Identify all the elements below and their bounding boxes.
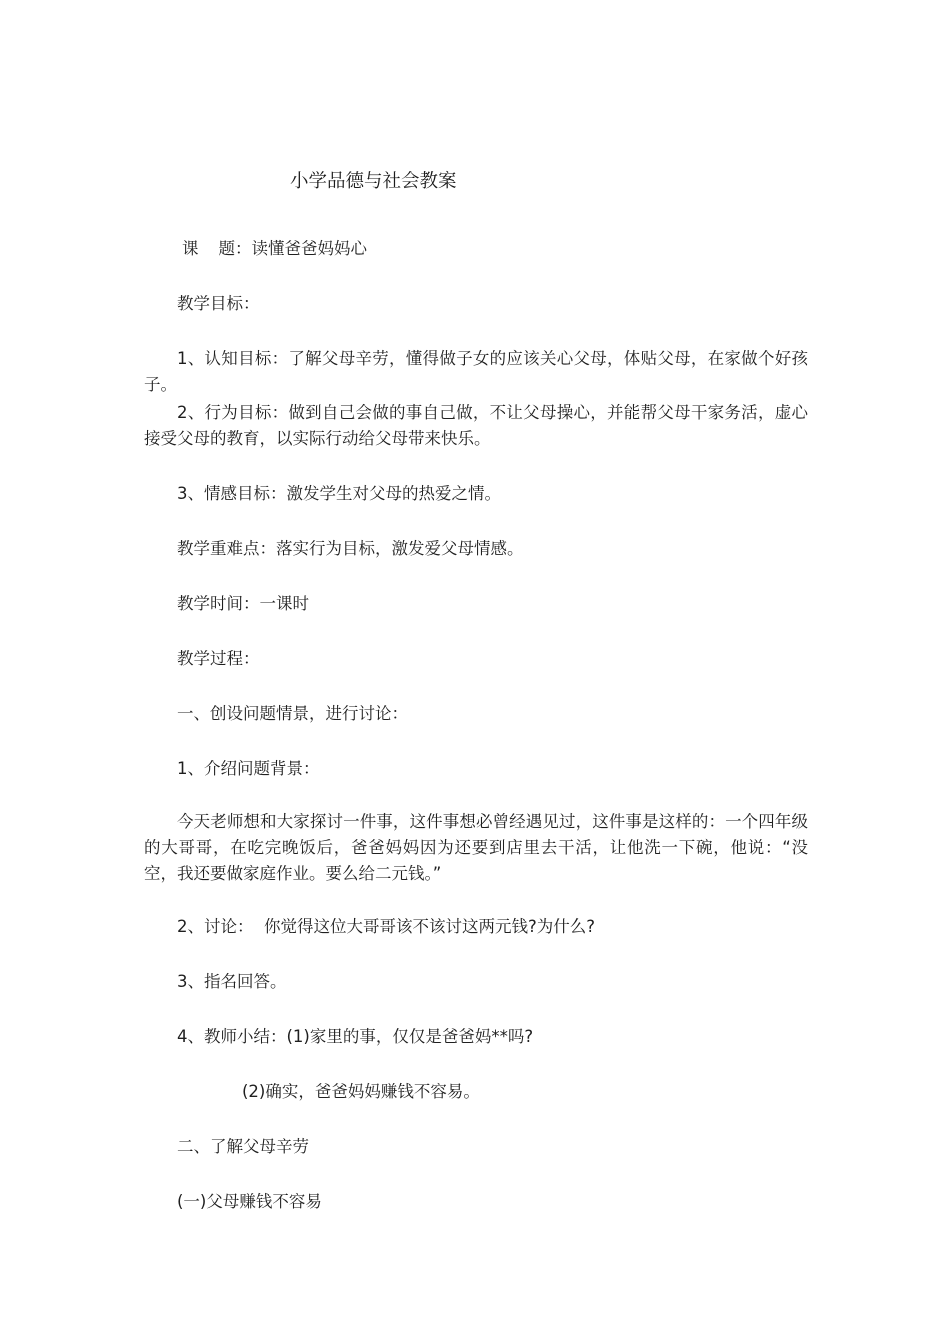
- sub-section-one: (一)父母赚钱不容易: [177, 1192, 322, 1211]
- item-three: 3、指名回答。: [177, 972, 287, 991]
- item-four-summary: 4、教师小结：(1)家里的事，仅仅是爸爸妈**吗?: [177, 1027, 534, 1046]
- objective-emotion: 3、情感目标：激发学生对父母的热爱之情。: [177, 484, 501, 503]
- item-two-discussion: 2、讨论： 你觉得这位大哥哥该不该讨这两元钱?为什么?: [177, 917, 596, 936]
- subject-line: [182, 236, 367, 262]
- item-four-sub: (2)确实，爸爸妈妈赚钱不容易。: [242, 1082, 480, 1101]
- process-heading: 教学过程：: [177, 649, 260, 668]
- subject-text: 题：读懂爸爸妈妈心: [218, 239, 367, 258]
- teaching-time: 教学时间：一课时: [177, 594, 309, 613]
- document-title: 小学品德与社会教案: [290, 171, 457, 192]
- section-two-heading: 二、了解父母辛劳: [177, 1137, 309, 1156]
- objective-behavior: 2、行为目标：做到自己会做的事自己做，不让父母操心，并能帮父母干家务活，虚心接受父母的教育，以实际行动给父母带来快乐。: [144, 403, 808, 448]
- objectives-heading: 教学目标：: [177, 294, 260, 313]
- key-points: 教学重难点：落实行为目标，激发爱父母情感。: [177, 539, 524, 558]
- item-one: 1、介绍问题背景：: [177, 759, 320, 778]
- objective-cognitive: 1、认知目标：了解父母辛劳，懂得做子女的应该关心父母，体贴父母，在家做个好孩子。: [144, 349, 808, 394]
- section-one-heading: 一、创设问题情景，进行讨论：: [177, 704, 408, 723]
- story-paragraph: 今天老师想和大家探讨一件事，这件事想必曾经遇见过，这件事是这样的：一个四年级的大哥哥，在吃完晚饭后，爸爸妈妈因为还要到店里去干活，让他洗一下碗，他说：“没空，我还要做家庭作业。要么给二元钱。”: [144, 812, 808, 883]
- subject-label-a: 课: [182, 239, 199, 258]
